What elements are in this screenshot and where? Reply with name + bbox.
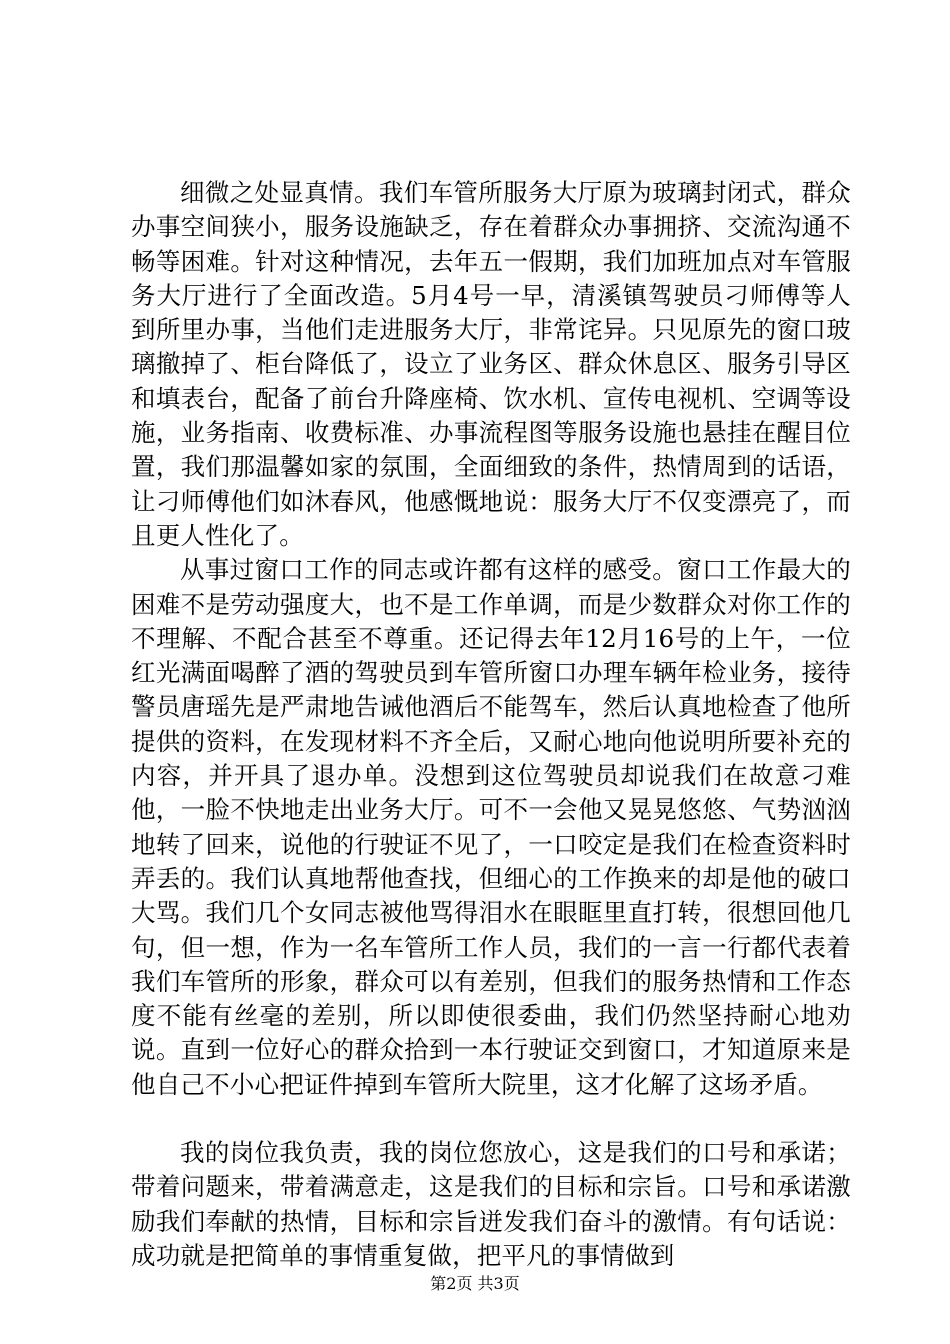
paragraph-service-hall: 细微之处显真情。我们车管所服务大厅原为玻璃封闭式，群众办事空间狭小，服务设施缺乏，存在着群众办事拥挤、交流沟通不畅等困难。针对这种情况，去年五一假期，我们加班加点对车管服务大厅进行了全面改造。5月4号一早，清溪镇驾驶员刁师傅等人到所里办事，当他们走进服务大厅，非常诧异。只见原先的窗口玻璃撤掉了、柜台降低了，设立了业务区、群众休息区、服务引导区和填表台，配备了前台升降座椅、饮水机、宣传电视机、空调等设施，业务指南、收费标准、办事流程图等服务设施也悬挂在醒目位置，我们那温馨如家的氛围，全面细致的条件，热情周到的话语，让刁师傅他们如沐春风，他感慨地说：服务大厅不仅变漂亮了，而且更人性化了。	[131, 178, 851, 550]
paragraph-slogan: 我的岗位我负责，我的岗位您放心，这是我们的口号和承诺；带着问题来，带着满意走，这是我们的目标和宗旨。口号和承诺激励我们奉献的热情，目标和宗旨迸发我们奋斗的激情。有句话说：成功就是把简单的事情重复做，把平凡的事情做到	[131, 1138, 851, 1270]
page-number-footer: 第2页 共3页	[430, 1274, 520, 1293]
paragraph-spacer	[131, 1102, 851, 1136]
body-text	[131, 176, 851, 1273]
paragraph-window-work: 从事过窗口工作的同志或许都有这样的感受。窗口工作最大的困难不是劳动强度大，也不是工作单调，而是少数群众对你工作的不理解、不配合甚至不尊重。还记得去年12月16号的上午，一位红光满面喝醉了酒的驾驶员到车管所窗口办理车辆年检业务，接待警员唐瑶先是严肃地告诫他酒后不能驾车，然后认真地检查了他所提供的资料，在发现材料不齐全后，又耐心地向他说明所要补充的内容，并开具了退办单。没想到这位驾驶员却说我们在故意刁难他，一脸不快地走出业务大厅。可不一会他又晃晃悠悠、气势汹汹地转了回来，说他的行驶证不见了，一口咬定是我们在检查资料时弄丢的。我们认真地帮他查找，但细心的工作换来的却是他的破口大骂。我们几个女同志被他骂得泪水在眼眶里直打转，很想回他几句，但一想，作为一名车管所工作人员，我们的一言一行都代表着我们车管所的形象，群众可以有差别，但我们的服务热情和工作态度不能有丝毫的差别，所以即使很委曲，我们仍然坚持耐心地劝说。直到一位好心的群众拾到一本行驶证交到窗口，才知道原来是他自己不小心把证件掉到车管所大院里，这才化解了这场矛盾。	[131, 555, 851, 1099]
